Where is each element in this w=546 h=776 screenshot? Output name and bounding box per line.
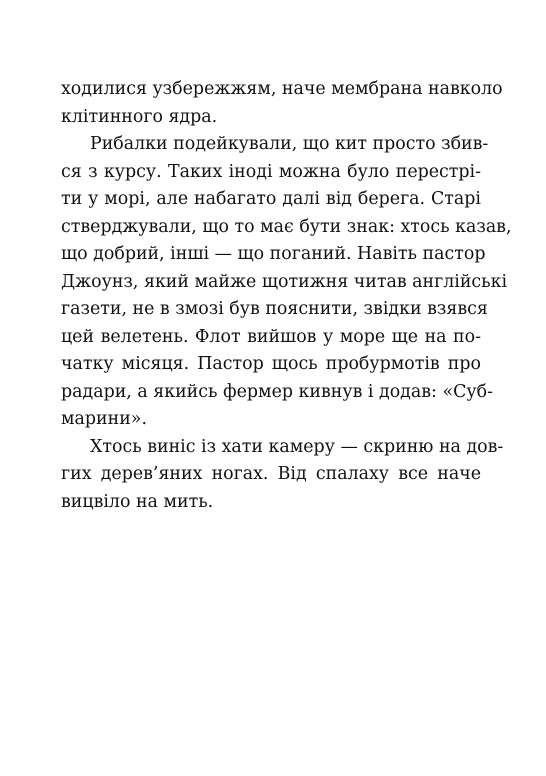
text-line: ти у морі, але набагато далі від берега. Старі <box>61 189 481 209</box>
paragraph <box>61 131 512 434</box>
text-line: ходилися узбережжям, наче мембрана навколо <box>61 79 503 99</box>
text-line: цей велетень. Флот вийшов у море ще на по- <box>61 326 481 347</box>
text-line: Хтось виніс із хати камеру — скриню на дов- <box>90 436 504 457</box>
text-line: Рибалки подейкували, що кит просто збив- <box>90 134 489 154</box>
body-text <box>61 76 512 516</box>
text-line: чатку місяця. Пастор щось пробурмотів про <box>61 354 481 374</box>
text-line: що добрий, інші — що поганий. Навіть пастор <box>61 244 486 264</box>
text-line: вицвіло на мить. <box>61 491 214 512</box>
text-line: клітинного ядра. <box>61 106 218 127</box>
paragraph <box>61 76 503 131</box>
paragraph <box>61 434 504 517</box>
text-line: радари, а якийсь фермер кивнув і додав: «Суб- <box>61 381 493 402</box>
text-line: ся з курсу. Таких іноді можна було перестрі- <box>61 161 481 182</box>
text-line: марини». <box>61 409 147 429</box>
text-line: газети, не в змозі був пояснити, звідки взявся <box>61 299 488 319</box>
text-line: стверджували, що то має бути знак: хтось казав, <box>61 216 512 237</box>
text-line: Джоунз, який майже щотижня читав англійські <box>61 271 508 292</box>
text-line: гих дерев’яних ногах. Від спалаху все наче <box>61 464 481 484</box>
